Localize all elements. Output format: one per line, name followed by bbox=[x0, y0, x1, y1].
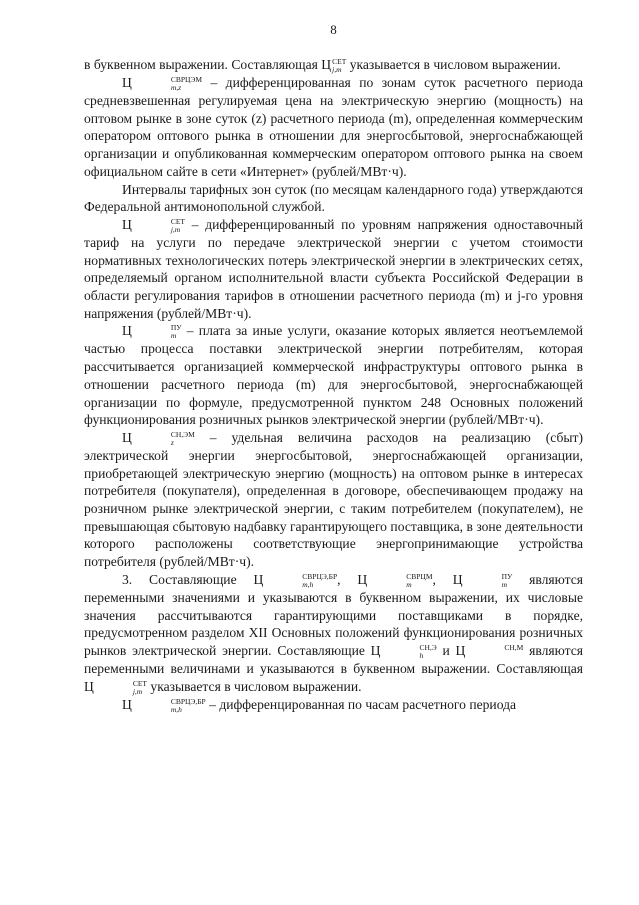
symbol-base: Ц bbox=[455, 642, 466, 658]
symbol-superscript: СЕТ bbox=[132, 678, 147, 688]
symbol-base: Ц bbox=[452, 571, 463, 587]
text-run: указывается в числовом выражении. bbox=[147, 678, 362, 694]
symbol-superscript: СН,Э bbox=[419, 642, 437, 652]
symbol-subscript: j,m bbox=[170, 224, 181, 234]
formula-symbol bbox=[122, 217, 185, 232]
symbol-subscript: j,m bbox=[132, 686, 143, 696]
symbol-base: Ц bbox=[84, 678, 94, 694]
symbol-subscript: m bbox=[501, 579, 507, 589]
paragraph bbox=[84, 74, 583, 181]
symbol-base: Ц bbox=[357, 571, 368, 587]
symbol-subscript: m bbox=[406, 579, 412, 589]
formula-symbol bbox=[321, 57, 346, 72]
symbol-base: Ц bbox=[122, 216, 132, 232]
text-run: – плата за иные услуги, оказание которых является неотъемлемой частью процесса поставки электрической энергии потребителям, которая рассчитывается организацией коммерческой инфраструктуры оптового рынка в отношении расчетного периода (m) для энергосбытовой, энергоснабжающей организации по формуле, предусмотренной пунктом 248 Основных положений функционирования розничных рынков электрической энергии (рублей/МВт·ч). bbox=[84, 323, 583, 428]
text-run: , bbox=[337, 571, 358, 587]
formula-symbol bbox=[456, 643, 524, 658]
symbol-subscript: m,h bbox=[170, 704, 182, 714]
text-run: 3. Составляющие bbox=[122, 571, 254, 587]
symbol-subscript: z bbox=[170, 437, 174, 447]
text-run: в буквенном выражении. Составляющая bbox=[84, 57, 322, 72]
paragraph bbox=[84, 571, 583, 696]
paragraph bbox=[84, 56, 583, 74]
formula-symbol bbox=[122, 697, 206, 712]
symbol-base: Ц bbox=[370, 642, 381, 658]
symbol-subscript: j,m bbox=[332, 65, 342, 74]
paragraph bbox=[84, 696, 583, 714]
symbol-base: Ц bbox=[122, 696, 132, 712]
text-run: и bbox=[436, 642, 456, 658]
formula-symbol bbox=[122, 430, 195, 445]
text-run: , bbox=[432, 571, 453, 587]
formula-symbol bbox=[122, 75, 202, 90]
text-run: – дифференцированная по зонам суток расчетного периода средневзвешенная регулируемая цена на электрическую энергию (мощность) на оптовом рынке в зоне суток (z) расчетного периода (m), определенная коммерческим оператором оптового рынка в отношении для энергосбытовой, энергоснабжающей организации и опубликованная коммерческим оператором оптового рынка на своем официальном сайте в сети «Интернет» (рублей/МВт·ч). bbox=[84, 75, 583, 179]
symbol-superscript: СВРЦЭ,БР bbox=[170, 696, 206, 706]
symbol-base: Ц bbox=[321, 57, 332, 72]
formula-symbol bbox=[253, 572, 337, 587]
formula-symbol bbox=[84, 679, 147, 694]
symbol-subscript: h bbox=[419, 650, 424, 660]
symbol-subscript bbox=[466, 652, 523, 660]
symbol-subscript: m bbox=[170, 331, 177, 341]
paragraph bbox=[84, 216, 583, 323]
page-number: 8 bbox=[330, 22, 337, 37]
symbol-base: Ц bbox=[122, 75, 132, 90]
paragraph bbox=[84, 429, 583, 571]
formula-symbol bbox=[371, 643, 437, 658]
formula-symbol bbox=[453, 572, 513, 587]
paragraph bbox=[84, 322, 583, 429]
text-run: – дифференцированный по уровням напряжения одноставочный тариф на услуги по передаче электрической энергии с учетом стоимости нормативных технологических потерь электрической энергии в электрических сетях, определяемый органом исполнительной власти субъекта Российской Федерации в области регулирования тарифов в отношении расчетного периода (m) и j-го уровня напряжения (рублей/МВт·ч). bbox=[84, 216, 583, 321]
symbol-base: Ц bbox=[122, 429, 132, 445]
symbol-superscript: СН,М bbox=[504, 642, 524, 652]
symbol-superscript: СВРЦЭ,БР bbox=[302, 571, 338, 581]
text-run: являются переменными значениями и указываются в буквенном выражении, их числовые значения рассчитываются гарантирующими поставщиками в порядке, предусмотренном разделом XII Основных положений функционирования розничных рынков электрической энергии. Составляющие bbox=[84, 571, 584, 658]
text-run: являются переменными величинами и указываются в буквенном выражении. Составляющая bbox=[84, 642, 584, 676]
text-run: указывается в числовом выражении. bbox=[346, 57, 561, 72]
symbol-superscript: СН,ЭМ bbox=[170, 429, 195, 439]
symbol-superscript: ПУ bbox=[170, 323, 182, 333]
text-run: – удельная величина расходов на реализацию (сбыт) электрической энергии энергосбытовой, энергоснабжающей организации, приобретающей электрическую энергию (мощность) на оптовом рынке в интересах потребителя (покупателя), определенная в договоре, обеспечивающем продажу на розничном рынке электрической энергии, с таким потребителем (покупателем), не превышающая сбытовую надбавку гарантирующего поставщика, в зоне деятельности которого расположены соответствующие энергопринимающие устройства потребителя (рублей/МВт·ч). bbox=[84, 429, 583, 570]
symbol-superscript: СЕТ bbox=[332, 57, 347, 66]
symbol-superscript: СВРЦМ bbox=[406, 571, 433, 581]
symbol-subscript: m,h bbox=[302, 579, 314, 589]
formula-symbol bbox=[357, 572, 432, 587]
text-run: Интервалы тарифных зон суток (по месяцам календарного года) утверждаются Федеральной антимонопольной службой. bbox=[84, 181, 583, 215]
symbol-subscript: m,z bbox=[170, 83, 182, 92]
document-body bbox=[84, 56, 583, 714]
formula-symbol bbox=[122, 323, 182, 341]
paragraph bbox=[84, 181, 583, 216]
symbol-base: Ц bbox=[253, 571, 264, 587]
symbol-base: Ц bbox=[122, 323, 132, 339]
text-run: – дифференцированная по часам расчетного периода bbox=[205, 696, 517, 712]
symbol-superscript: СЕТ bbox=[170, 216, 185, 226]
symbol-superscript: СВРЦЭМ bbox=[170, 75, 203, 84]
symbol-superscript: ПУ bbox=[501, 571, 513, 581]
